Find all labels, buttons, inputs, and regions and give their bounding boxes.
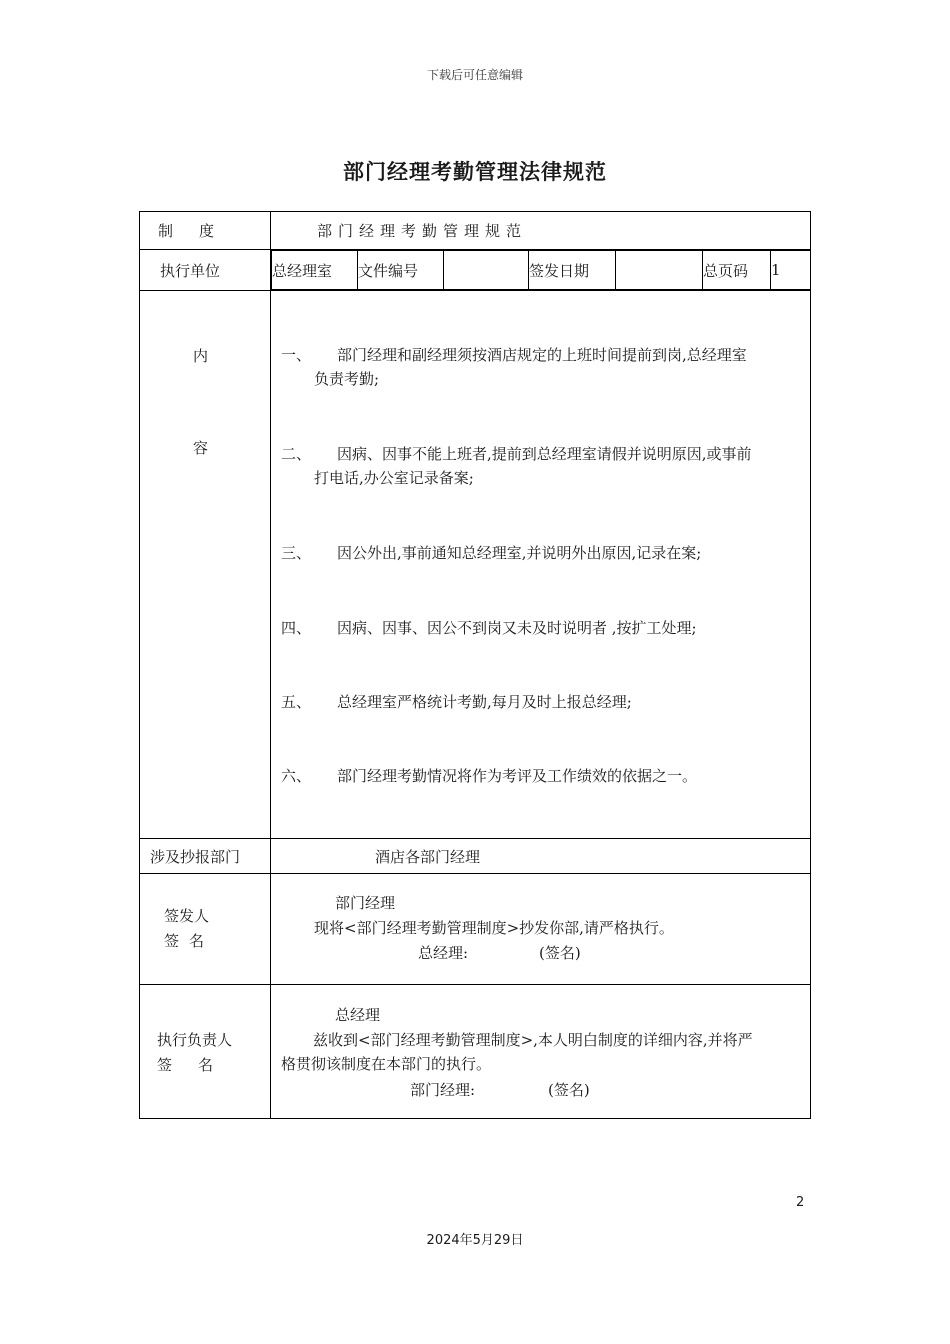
footer-date: 2024年5月29日: [426, 1233, 524, 1248]
row-exec-unit: [140, 250, 811, 291]
content-label: 内 容: [140, 291, 271, 839]
cc-value: 酒店各部门经理: [271, 839, 811, 874]
responsible-body: [271, 985, 811, 1119]
exec-unit-label: 执行单位: [140, 250, 271, 291]
file-no-value: [444, 251, 529, 290]
total-pages-label: 总页码: [703, 251, 771, 290]
issue-date-value: [616, 251, 703, 290]
list-item: 三、 因公外出,事前通知总经理室,并说明外出原因,记录在案;: [281, 544, 702, 562]
cc-label: 涉及抄报部门: [140, 839, 271, 874]
responsible-sign-mark: (签名): [548, 1081, 590, 1099]
issue-date-label: 签发日期: [529, 251, 616, 290]
list-item: 一、 部门经理和副经理须按酒店规定的上班时间提前到岗,总经理室 负责考勤;: [281, 346, 747, 388]
content-items: [271, 291, 811, 839]
regulation-table: [139, 211, 811, 1119]
row-regulation: [140, 212, 811, 250]
row-responsible: [140, 985, 811, 1119]
signer-text: 现将<部门经理考勤管理制度>抄发你部,请严格执行。: [314, 919, 674, 937]
header-note: 下载后可任意编辑: [426, 68, 523, 82]
responsible-label: 执行负责人 签 名: [140, 985, 271, 1119]
list-item: 四、 因病、因事、因公不到岗又未及时说明者 ,按扩工处理;: [281, 619, 697, 637]
signer-label: 签发人 签 名: [140, 874, 271, 985]
regulation-label: 制 度: [140, 212, 271, 250]
responsible-sign-role: 部门经理:: [410, 1081, 476, 1099]
signer-sign-mark: (签名): [539, 944, 581, 962]
signer-sign-role: 总经理:: [418, 944, 469, 962]
file-no-label: 文件编号: [358, 251, 444, 290]
signer-salutation: 部门经理: [335, 894, 396, 912]
list-item: 六、 部门经理考勤情况将作为考评及工作绩效的依据之一。: [281, 767, 698, 785]
exec-unit-value: 总经理室: [272, 251, 358, 290]
row-cc-departments: [140, 839, 811, 874]
list-item: 二、 因病、因事不能上班者,提前到总经理室请假并说明原因,或事前 打电话,办公室记录备案;: [281, 445, 752, 487]
page-number: 2: [796, 1195, 805, 1210]
responsible-salutation: 总经理: [335, 1006, 381, 1024]
signer-body: [271, 874, 811, 985]
responsible-text-line2: 格贯彻该制度在本部门的执行。: [281, 1055, 492, 1073]
regulation-name: 部门经理考勤管理规范: [271, 212, 811, 250]
row-signer: [140, 874, 811, 985]
list-item: 五、 总经理室严格统计考勤,每月及时上报总经理;: [281, 693, 632, 711]
responsible-text-line1: 兹收到<部门经理考勤管理制度>,本人明白制度的详细内容,并将严: [313, 1031, 753, 1049]
row-content: [140, 291, 811, 839]
total-pages-value: 1: [771, 251, 811, 290]
exec-unit-details: [271, 250, 811, 291]
document-title: 部门经理考勤管理法律规范: [343, 160, 607, 184]
